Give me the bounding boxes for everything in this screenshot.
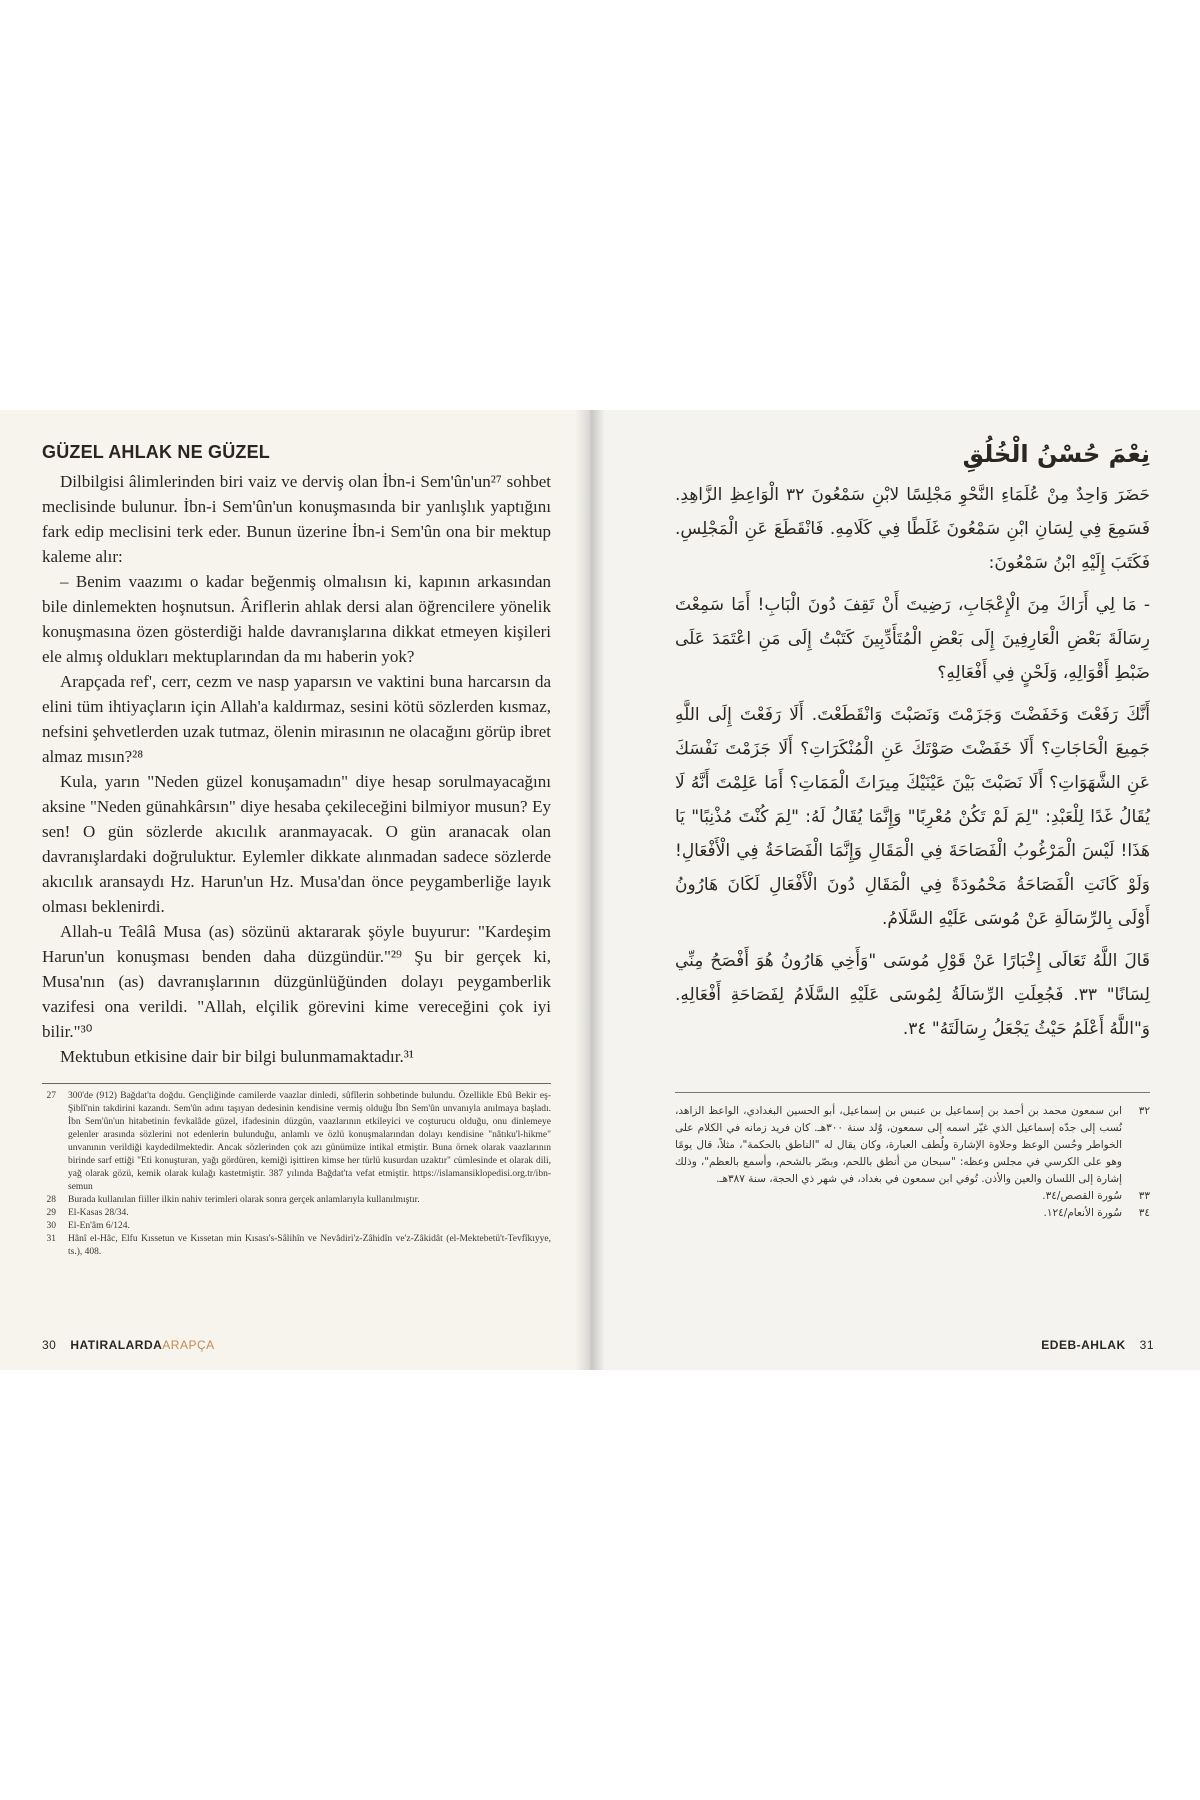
footnote-divider xyxy=(42,1083,551,1084)
footnote xyxy=(42,1194,551,1207)
right-page-body xyxy=(675,478,1150,1046)
footnote-number: ٣٤ xyxy=(1138,1207,1150,1219)
footnote-text: سُورة القصص/٣٤. xyxy=(1042,1190,1122,1202)
left-paragraph: – Benim vaazımı o kadar beğenmiş olmalısın ki, kapının arkasından bile dinlemekten hoşnutsun. Âriflerin ahlak dersi alan öğrencilere yönelik konuşmasına özen gösterdiği halde davranışlarına dikkat etmeyen kişileri ele almış oldukları mektuplarından da mı haberin yok? xyxy=(42,572,551,666)
left-footnotes xyxy=(42,1090,551,1259)
right-paragraph: حَضَرَ وَاحِدٌ مِنْ عُلَمَاءِ النَّحْوِ مَجْلِسًا لابْنِ سَمْعُونَ ٣٢ الْوَاعِظِ الزَّاهِدِ. فَسَمِعَ فِي لِسَانِ ابْنِ سَمْعُونَ غَلَطًا فِي كَلَامِهِ. فَانْقَطَعَ عَنِ الْمَجْلِسِ. فَكَتَبَ إِلَيْهِ ابْنُ سَمْعُونَ: xyxy=(675,485,1151,573)
footnote-number: 29 xyxy=(46,1208,56,1218)
footnote-text: Hânî el-Hâc, Elfu Kıssetun ve Kıssetan min Kısası's-Sâlihîn ve Nevâdiri'z-Zâhidîn ve'z-Zâkidât (el-Mektebetü't-Tevfîkıyye, ts.), 408. xyxy=(68,1234,551,1257)
footnote-text: 300'de (912) Bağdat'ta doğdu. Gençliğinde camilerde vaazlar dinledi, sûfîlerin sohbetinde bulundu. Özellikle Ebû Bekir eş-Şiblî'nin takdirini kazandı. Sem'ûn adını taşıyan dedesinin kendisine vermiş olduğu İbn Sem'ûn unvanıyla anılmaya başladı. İbn Sem'ûn'un hitabetinin fevkalâde güzel, ifadesinin düzgün, vaazlarının etkileyici ve coşturucu olduğu, onu dinlemeye gelenler arasında sözlerini not edenlerin bulunduğu, anlamlı ve özlü konuşmalarından dolayı kendisine "nâtıku'l-hikme" unvanının verildiği kaydedilmektedir. Ancak sözlerinden çok azı günümüze intikal etmiştir. Buna örnek olarak vaazlarının birinde sarf ettiği "Eti konuşturan, yağı gördüren, kemiği işittiren kimse her türlü kusurdan uzaktır" cümlesinde et olarak dili, yağ olarak gözü, kemik olarak kulağı kastetmiştir. 387 yılında Bağdat'ta vefat etmiştir. https://islamansiklopedisi.org.tr/ibn-semun xyxy=(68,1091,551,1192)
right-page xyxy=(585,410,1200,1370)
running-header: EDEB-AHLAK xyxy=(1041,1338,1126,1352)
footnote xyxy=(42,1233,551,1259)
footnote xyxy=(42,1207,551,1220)
right-page-title: نِعْمَ حُسْنُ الْخُلُقِ xyxy=(962,440,1150,468)
left-paragraph: Dilbilgisi âlimlerinden biri vaiz ve derviş olan İbn-i Sem'ûn'un²⁷ sohbet meclisinde bulunur. İbn-i Sem'ûn'un konuşmasında bir yanlışlık yaptığını fark edip meclisini terk eder. Bunun üzerine İbn-i Sem'ûn ona bir mektup kaleme alır: xyxy=(42,472,551,566)
footnote xyxy=(42,1090,551,1194)
footnote xyxy=(42,1220,551,1233)
footnote-text: El-En'âm 6/124. xyxy=(68,1221,130,1231)
footnote-text: سُورة الأنعام/١٢٤. xyxy=(1043,1207,1122,1219)
footnote-number: ٣٣ xyxy=(1138,1190,1150,1202)
left-paragraph: Allah-u Teâlâ Musa (as) sözünü aktararak şöyle buyurur: "Kardeşim Harun'un konuşması benden daha düzgündür."²⁹ Şu bir gerçek ki, Musa'nın (as) davranışlarının düzgünlüğünden dolayı peygamberlik vazifesi ona verildi. "Allah, elçilik görevini kime vereceğini çok iyi bilir."³⁰ xyxy=(42,922,551,1041)
footnote-number: 30 xyxy=(46,1221,56,1231)
right-page-footer xyxy=(1041,1338,1154,1352)
footnote-text: ابن سمعون محمد بن أحمد بن إسماعيل بن عنبس بن إسماعيل، أبو الحسين البغدادي، الواعظ الزاهد، نُسب إلى جدّه إسماعيل الذي غيّر اسمه إلى سمعون، وُلد سنة ٣٠٠هـ. كان فريد زمانه في الكلام على الخواطر وحُسن الوعظ وحلاوة الإشارة ولُطف العبارة، وكان يقال له "الناطق بالحكمة"، مثلاً، قال يومًا وهو على الكرسي في مجلس وعظه: "سبحان من أنطق باللحم، وبصّر بالشحم، وأسمع بالعظم"، وذلك إشارة إلى اللسان والعين والأذن. تُوفي ابن سمعون في بغداد، في شهر ذي الحجة، سنة ٣٨٧هـ. xyxy=(675,1105,1122,1185)
left-page-body xyxy=(42,469,551,1069)
right-paragraph: أَنَّكَ رَفَعْتَ وَخَفَضْتَ وَجَزَمْتَ وَنَصَبْتَ وَانْقَطَعْتَ. أَلَا رَفَعْتَ إِلَى اللَّهِ جَمِيعَ الْحَاجَاتِ؟ أَلَا خَفَضْتَ صَوْتَكَ عَنِ الْمُنْكَرَاتِ؟ أَلَا جَزَمْتَ نَفْسَكَ عَنِ الشَّهَوَاتِ؟ أَلَا نَصَبْتَ بَيْنَ عَيْنَيْكَ مِيرَاثَ الْمَمَاتِ؟ أَمَا عَلِمْتَ أَنَّهُ لَا يُقَالُ غَدًا لِلْعَبْدِ: "لِمَ لَمْ تَكُنْ مُعْرِبًا" وَإِنَّمَا يُقَالُ لَهُ: "لِمَ كُنْتَ مُذْنِبًا" يَا هَذَا! لَيْسَ الْمَرْغُوبُ الْفَصَاحَةَ فِي الْمَقَالِ وَإِنَّمَا الْفَصَاحَةُ فِي الْأَفْعَالِ! وَلَوْ كَانَتِ الْفَصَاحَةُ مَحْمُودَةً فِي الْمَقَالِ دُونَ الْأَفْعَالِ لَكَانَ هَارُونُ أَوْلَى بِالرِّسَالَةِ عَنْ مُوسَى عَلَيْهِ السَّلَامُ. xyxy=(675,705,1150,929)
left-page xyxy=(0,410,585,1370)
left-paragraph: Kula, yarın "Neden güzel konuşamadın" diye hesap sorulmayacağını aksine "Neden günahkârsın" diye hesaba çekileceğini bilmiyor musun? Ey sen! O gün sözlerde akıcılık aranmayacak. O gün aranacak olan davranışlardaki doğruluktur. Eylemler dikkate alınmadan sadece sözlerde akıcılık aransaydı Hz. Harun'un Hz. Musa'dan önce peygamberliğe layık olması beklenirdi. xyxy=(42,772,551,916)
right-paragraph: قَالَ اللَّهُ تَعَالَى إِخْبَارًا عَنْ قَوْلِ مُوسَى "وَأَخِي هَارُونُ هُوَ أَفْصَحُ مِنِّي لِسَانًا" ٣٣. فَجُعِلَتِ الرِّسَالَةُ لِمُوسَى عَلَيْهِ السَّلَامُ لِفَصَاحَةِ أَفْعَالِهِ. وَ"اللَّهُ أَعْلَمُ حَيْثُ يَجْعَلُ رِسَالَتَهُ" ٣٤. xyxy=(675,951,1150,1039)
left-page-footer xyxy=(42,1338,215,1352)
left-page-title: GÜZEL AHLAK NE GÜZEL xyxy=(42,442,270,462)
footnote xyxy=(675,1205,1150,1222)
footnote-divider xyxy=(675,1092,1150,1093)
right-footnotes xyxy=(675,1103,1150,1222)
footnote xyxy=(675,1103,1150,1188)
left-page-number: 30 xyxy=(42,1338,57,1352)
footnote-text: Burada kullanılan fiiller ilkin nahiv terimleri olarak sonra gerçek anlamlarıyla kullanılmıştır. xyxy=(68,1195,420,1205)
left-paragraph: Arapçada ref', cerr, cezm ve nasp yaparsın ve vaktini buna harcarsın da elini tüm ihtiyaçların için Allah'a kaldırmaz, sesini kötü sözlerden kısmaz, nefsini şehvetlerden uzak tutmaz, ölenin mirasının ne olacağını görüp ibret almaz mısın?²⁸ xyxy=(42,672,551,766)
footnote-number: 27 xyxy=(46,1091,56,1101)
right-paragraph: - مَا لِي أَرَاكَ مِنَ الْإِعْجَابِ، رَضِيتَ أَنْ تَقِفَ دُونَ الْبَابِ! أَمَا سَمِعْتَ رِسَالَةَ بَعْضِ الْعَارِفِينَ إِلَى بَعْضِ الْمُتَأَدِّبِينَ كَتَبْتُ إِلَى مَنِ اعْتَمَدَ عَلَى ضَبْطِ أَقْوَالِهِ، وَلَحْنٍ فِي أَفْعَالِهِ؟ xyxy=(675,595,1150,683)
right-page-number: 31 xyxy=(1139,1338,1154,1352)
footnote-number: 28 xyxy=(46,1195,56,1205)
footnote xyxy=(675,1188,1150,1205)
running-header-light: ARAPÇA xyxy=(162,1338,215,1352)
footnote-number: ٣٢ xyxy=(1138,1105,1150,1117)
footnote-text: El-Kasas 28/34. xyxy=(68,1208,129,1218)
left-paragraph: Mektubun etkisine dair bir bilgi bulunmamaktadır.³¹ xyxy=(60,1047,414,1066)
running-header-bold: HATIRALARDA xyxy=(70,1338,163,1352)
footnote-number: 31 xyxy=(46,1234,56,1244)
